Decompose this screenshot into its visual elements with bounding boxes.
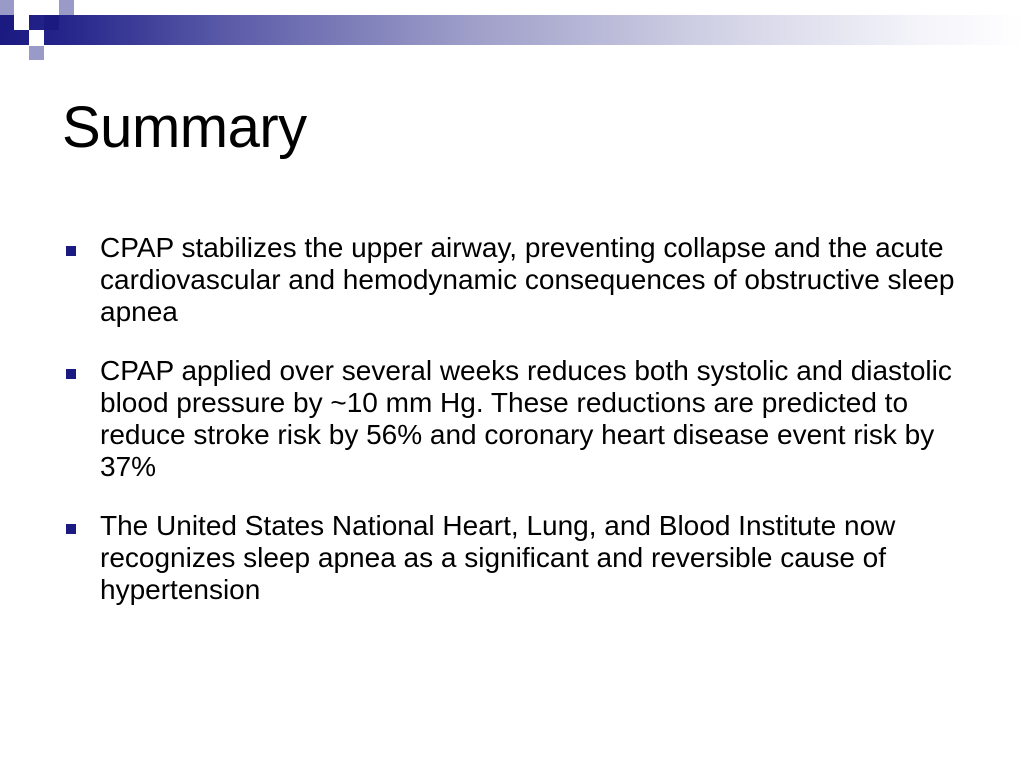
square-bullet-icon <box>66 246 76 256</box>
bullet-text: CPAP applied over several weeks reduces both systolic and diastolic blood pressure by ~10 mm Hg. These reductions are predicted to reduce stroke risk by 56% and coronary heart disease event risk by 37% <box>100 355 952 482</box>
decor-square <box>0 15 14 30</box>
header-gradient-band <box>0 15 1024 45</box>
bullet-text: The United States National Heart, Lung, and Blood Institute now recognizes sleep apnea as a significant and reversible cause of hypertension <box>100 510 896 605</box>
decor-square <box>29 0 44 15</box>
square-bullet-icon <box>66 524 76 534</box>
bullet-item <box>62 232 962 328</box>
decor-square <box>0 0 14 15</box>
decor-square <box>59 0 74 15</box>
decor-square <box>29 30 44 46</box>
decor-square <box>44 15 59 30</box>
decor-square <box>29 46 44 60</box>
bullet-list <box>62 232 962 633</box>
bullet-text: CPAP stabilizes the upper airway, preventing collapse and the acute cardiovascular and hemodynamic consequences of obstructive sleep apnea <box>100 232 955 327</box>
decor-square <box>14 15 29 30</box>
slide-title: Summary <box>62 95 307 160</box>
bullet-item <box>62 355 962 483</box>
square-bullet-icon <box>66 369 76 379</box>
bullet-item <box>62 510 962 606</box>
